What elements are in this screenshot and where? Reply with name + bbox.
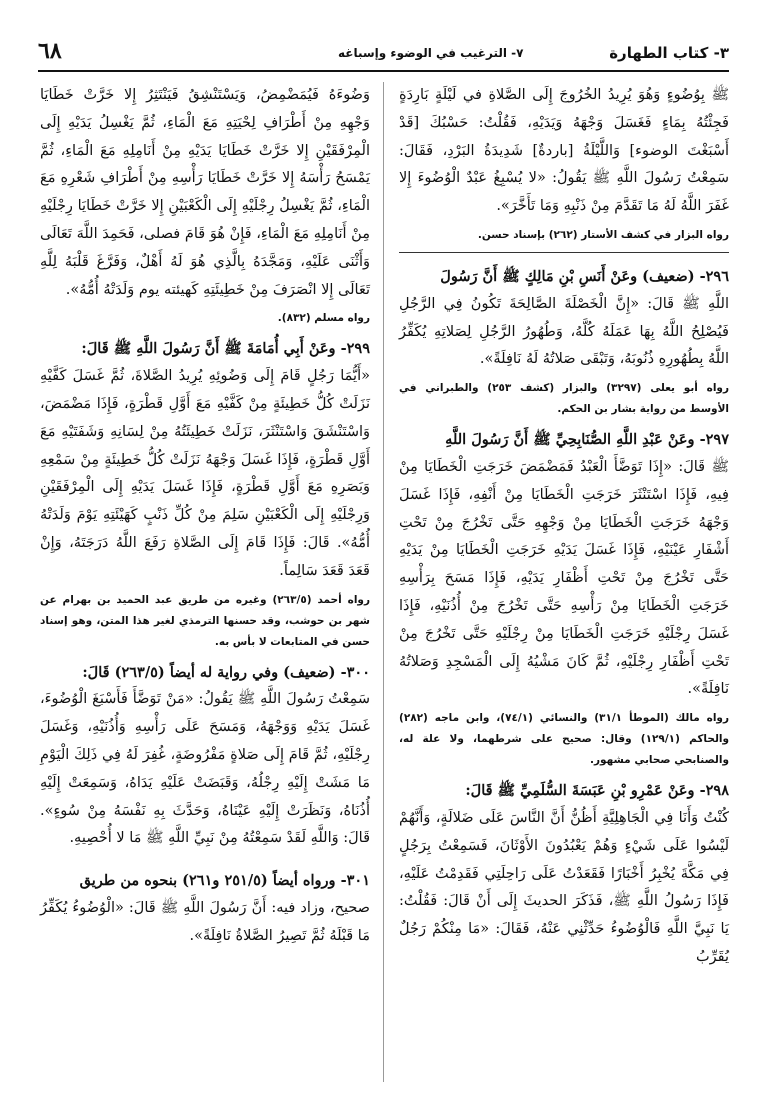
hadith-299-heading: ٢٩٩- وعَنْ أَبِي أُمَامَةَ ﷺ أَنَّ رَسُولَ اللَّهِ ﷺ قَالَ: [81, 340, 370, 358]
left-column [40, 82, 370, 951]
chapter-title: ٣- كتاب الطهارة [609, 44, 729, 62]
section-title: ٧- الترغيب في الوضوء وإسباغه [338, 46, 524, 60]
hadith-296-heading: ٢٩٦- (ضعيف) وعَنْ أَنَسِ بْنِ مَالِكٍ ﷺ أَنَّ رَسُولَ [440, 267, 729, 285]
hadith-297-text: ﷺ قَالَ: «إِذَا تَوَضَّأَ الْعَبْدُ فَمَضْمَضَ خَرَجَتِ الْخَطَايَا مِنْ فِيهِ، فَإِذَا اسْتَنْثَرَ خَرَجَتِ الْخَطَايَا مِنْ أَنْفِهِ، فَإِذَا غَسَلَ وَجْهَهُ خَرَجَتِ الْخَطَايَا مِنْ وَجْهِهِ حَتَّى تَخْرُجَ مِنْ تَحْتِ أَشْفَارِ عَيْنَيْهِ، فَإِذَا غَسَلَ يَدَيْهِ خَرَجَتِ الْخَطَايَا مِنْ يَدَيْهِ حَتَّى تَخْرُجَ مِنْ تَحْتِ أَظْفَارِ يَدَيْهِ، فَإِذَا مَسَحَ بِرَأْسِهِ خَرَجَتِ الْخَطَايَا مِنْ رَأْسِهِ حَتَّى تَخْرُجَ مِنْ أُذُنَيْهِ، فَإِذَا غَسَلَ رِجْلَيْهِ خَرَجَتِ الْخَطَايَا مِنْ رِجْلَيْهِ حَتَّى تَخْرُجَ مِنْ تَحْتِ أَظْفَارِ رِجْلَيْهِ، ثُمَّ كَانَ مَشْيُهُ إِلَى الْمَسْجِدِ وَصَلاتُهُ نَافِلَةً». [399, 458, 729, 698]
hadith-299-text: «أَيُّمَا رَجُلٍ قَامَ إِلَى وَضُوئِهِ يُرِيدُ الصَّلاةَ، ثُمَّ غَسَلَ كَفَّيْهِ نَزَلَتْ كُلُّ خَطِيئَةٍ مِنْ كَفَّيْهِ مَعَ أَوَّلِ قَطْرَةٍ، فَإِذَا مَضْمَضَ، وَاسْتَنْشَقَ وَاسْتَنْثَرَ، نَزَلَتْ خَطِيئَتُهُ مِنْ لِسَانِهِ وَشَفَتَيْهِ مَعَ أَوَّلِ قَطْرَةٍ، فَإِذَا غَسَلَ وَجْهَهُ نَزَلَتْ كُلُّ خَطِيئَةٍ مِنْ سَمْعِهِ وَبَصَرِهِ مَعَ أَوَّلِ قَطْرَةٍ، فَإِذَا غَسَلَ يَدَيْهِ إِلَى الْمِرْفَقَيْنِ وَرِجْلَيْهِ إِلَى الْكَعْبَيْنِ سَلِمَ مِنْ كُلِّ ذَنْبٍ كَهَيْئَتِهِ يَوْمَ وَلَدَتْهُ أُمُّهُ». قَالَ: فَإِذَا قَامَ إِلَى الصَّلاةِ رَفَعَ اللَّهُ دَرَجَتَهُ، وَإِنْ قَعَدَ قَعَدَ سَالِماً. [40, 368, 370, 579]
header-rule [38, 70, 729, 72]
hadith-300-heading: ٣٠٠- (ضعيف) وفي رواية له أيضاً (٢٦٣/٥) قَالَ: [82, 663, 370, 681]
hadith-295-reference: رواه البزار في كشف الأستار (٢٦٢) بإسناد حسن. [477, 228, 729, 241]
right-column [399, 82, 729, 972]
column-divider [383, 82, 384, 1082]
hadith-296-text: اللَّهِ ﷺ قَالَ: «إِنَّ الْخَصْلَةَ الصَّالِحَةَ تَكُونُ فِي الرَّجُلِ فَيُصْلِحُ اللَّهُ بِهَا عَمَلَهُ كُلَّهُ، وَطُهُورُ الرَّجُلِ لِصَلاتِهِ يُكَفِّرُ اللَّهُ بِطُهُورِهِ ذُنُوبَهُ، وَتَبْقَى صَلاتُهُ لَهُ نَافِلَةً». [399, 295, 729, 368]
hadith-300-text: سَمِعْتُ رَسُولَ اللَّهِ ﷺ يَقُولُ: «مَنْ تَوَضَّأَ فَأَسْبَغَ الْوُضُوءَ، غَسَلَ يَدَيْهِ وَوَجْهَهُ، وَمَسَحَ عَلَى رَأْسِهِ وَأُذُنَيْهِ، وَغَسَلَ رِجْلَيْهِ، ثُمَّ قَامَ إِلَى صَلاةٍ مَفْرُوضَةٍ، غُفِرَ لَهُ فِي ذَلِكَ الْيَوْمِ مَا مَشَتْ إِلَيْهِ رِجْلُهُ، وَقَبَضَتْ عَلَيْهِ يَدَاهُ، وَسَمِعَتْ إِلَيْهِ أُذُنَاهُ، وَنَظَرَتْ إِلَيْهِ عَيْنَاهُ، وَحَدَّثَ بِهِ نَفْسَهُ مِنْ سُوءٍ». قَالَ: وَاللَّهِ لَقَدْ سَمِعْتُهُ مِنْ نَبِيِّ اللَّهِ ﷺ مَا لا أُحْصِيهِ. [40, 691, 370, 847]
hadith-299-reference: رواه أحمد (٢٦٣/٥) وغيره من طريق عبد الحميد بن بهرام عن شهر بن حوشب، وقد حسنها الترمذي لغير هذا المتن، وهو إسناد حسن في المتابعات لا بأس به. [40, 593, 370, 648]
hadith-295-continuation: ﷺ بِوُضُوءٍ وَهُوَ يُرِيدُ الخُرُوجَ إِلَى الصَّلاةِ في لَيْلَةٍ بَارِدَةٍ فَجِئْتُهُ بِمَاءٍ فَغَسَلَ وَجْهَهُ وَيَدَيْهِ، فَقُلْتُ: حَسْبُكَ [قَدْ أَسْبَغْتَ الوضوء] وَاللَّيْلَةُ [باردةٌ] شَدِيدَةُ البَرْدِ، فَقَالَ: سَمِعْتُ رَسُولَ اللَّهِ ﷺ يَقُولُ: «لا يُسْبِغُ عَبْدٌ الْوُضُوءَ إِلا غَفَرَ اللَّهُ لَهُ مَا تَقَدَّمَ مِنْ ذَنْبِهِ وَمَا تَأَخَّرَ». [399, 87, 729, 215]
hadith-296-reference: رواه أبو يعلى (٣٢٩٧) والبزار (كشف ٢٥٣) والطبراني في الأوسط من رواية بشار بن الحكم. [399, 382, 730, 416]
hadith-297-reference: رواه مالك (الموطأ ٣١/١) والنسائي (٧٤/١)، وابن ماجه (٢٨٢) والحاكم (١٢٩/١) وقال: صحيح على شرطهما، ولا علة له، والصنابحي صحابي مشهور. [399, 712, 730, 767]
hadith-298-reference: رواه مسلم (٨٣٢). [277, 312, 370, 325]
hadith-298-heading: ٢٩٨- وعَنْ عَمْرِو بْنِ عَبَسَةَ السُّلَمِيِّ ﷺ قَالَ: [465, 782, 729, 800]
hadith-301-text: صحيح، وزاد فيه: أَنَّ رَسُولَ اللَّهِ ﷺ قَالَ: «الْوُضُوءُ يُكَفِّرُ مَا قَبْلَهُ ثُمَّ تَصِيرُ الصَّلاةُ نَافِلَةً». [40, 899, 370, 944]
spacer [40, 853, 370, 867]
hadith-298-continuation: وَضُوءَهُ فَيُمَضْمِضُ، وَيَسْتَنْشِقُ فَيَنْتَثِرُ إِلا خَرَّتْ خَطَايَا وَجْهِهِ مِنْ أَطْرَافِ لِحْيَتِهِ مَعَ الْمَاءِ، ثُمَّ يَغْسِلُ يَدَيْهِ إِلَى الْمِرْفَقَيْنِ إِلا خَرَّتْ خَطَايَا يَدَيْهِ مِنْ أَنَامِلِهِ مَعَ الْمَاءِ، ثُمَّ يَمْسَحُ رَأْسَهُ إِلا خَرَّتْ خَطَايَا رَأْسِهِ مِنْ أَطْرَافِ شَعْرِهِ مَعَ الْمَاءِ، ثُمَّ يَغْسِلُ رِجْلَيْهِ إِلَى الْكَعْبَيْنِ إِلا خَرَّتْ خَطَايَا رِجْلَيْهِ مِنْ أَنَامِلِهِ مَعَ الْمَاءِ، فَإِنْ هُوَ قَامَ فصلى، فَحَمِدَ اللَّهَ تَعَالَى وَأَثْنَى عَلَيْهِ، وَمَجَّدَهُ بِالَّذِي هُوَ لَهُ أَهْلٌ، وَفَرَّغَ قَلْبَهُ لِلَّهِ تَعَالَى إِلا انْصَرَفَ مِنْ خَطِيئَتِهِ كَهيئته يوم وَلَدَتْهُ أُمُّهُ». [40, 87, 370, 298]
hadith-297-heading: ٢٩٧- وعَنْ عَبْدِ اللَّهِ الصُّنَابِحِيِّ ﷺ أَنَّ رَسُولَ اللَّهِ [445, 431, 729, 449]
page-header [38, 38, 729, 68]
separator-rule [399, 252, 729, 253]
page-number: ٦٨ [38, 38, 62, 64]
hadith-298-text: كُنْتُ وَأَنَا فِي الْجَاهِلِيَّةِ أَظُنُّ أَنَّ النَّاسَ عَلَى ضَلالَةٍ، وَأَنَّهُمْ لَيْسُوا عَلَى شَيْءٍ وَهُمْ يَعْبُدُونَ الأَوْثَانَ، فَسَمِعْتُ بِرَجُلٍ فِي مَكَّةَ يُخْبِرُ أَخْبَارًا فَقَعَدْتُ عَلَى رَاحِلَتِي فَقَدِمْتُ عَلَيْهِ، فَإِذَا رَسُولُ اللَّهِ ﷺ، فَذَكَرَ الحديثَ إِلَى أَنْ قَالَ: فَقُلْتُ: يَا نَبِيَّ اللَّهِ فَالْوُضُوءُ حَدِّثْنِي عَنْهُ، فَقَالَ: «مَا مِنْكُمْ رَجُلٌ يُقَرِّبُ [399, 809, 729, 965]
hadith-301-heading: ٣٠١- ورواه أيضاً (٢٥١/٥ و٢٦١) بنحوه من طريق [79, 872, 370, 890]
